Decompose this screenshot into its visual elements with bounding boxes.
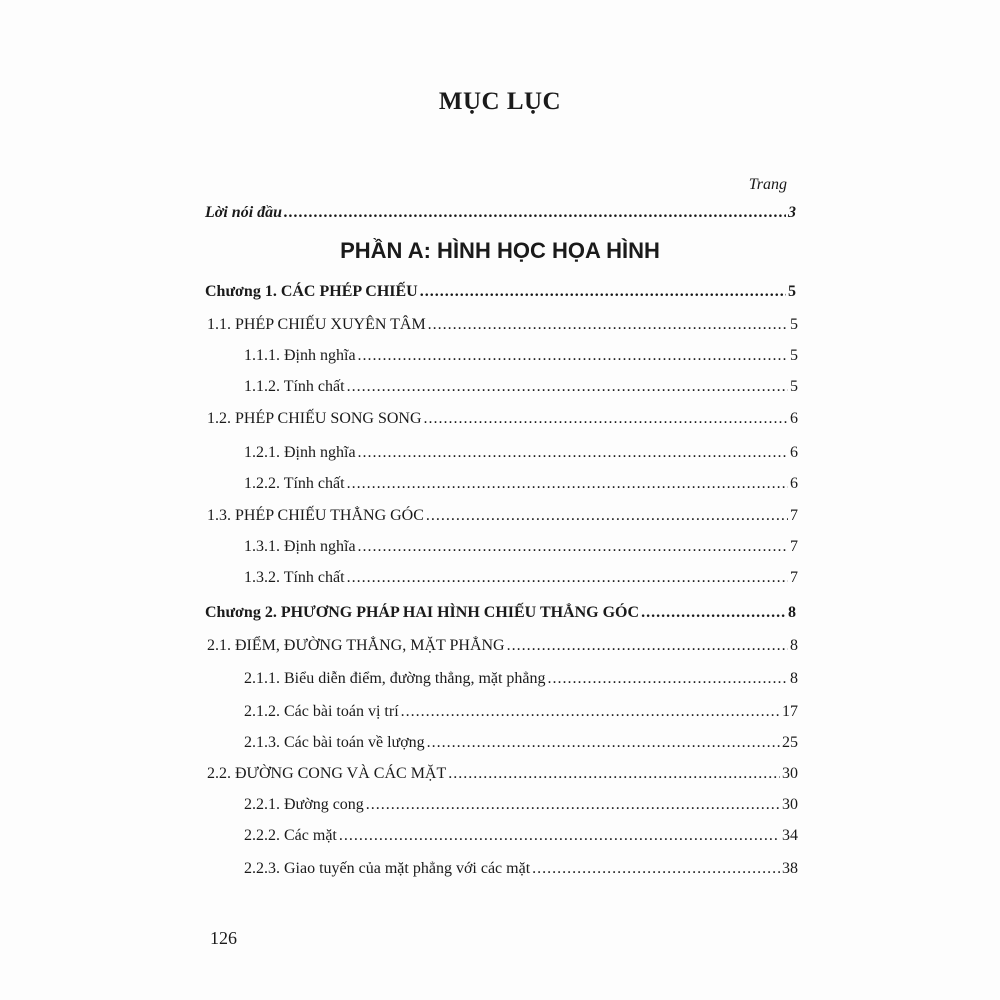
page-title: MỤC LỤC	[438, 88, 562, 115]
toc-label: 1.2.2. Tính chất	[244, 475, 345, 492]
toc-leader	[366, 796, 780, 814]
toc-page-number: 38	[782, 860, 798, 877]
toc-label: 1.3.2. Tính chất	[244, 569, 345, 586]
toc-label: 2.1.3. Các bài toán về lượng	[244, 734, 425, 751]
toc-entry	[244, 378, 798, 396]
toc-entry	[244, 347, 798, 365]
toc-label: Lời nói đầu	[205, 204, 283, 221]
toc-leader	[339, 827, 780, 845]
toc-leader	[358, 538, 788, 556]
page-column-header: Trang	[748, 176, 787, 193]
toc-leader	[347, 569, 788, 587]
toc-entry	[244, 796, 798, 814]
toc-entry	[207, 507, 798, 525]
toc-label: Chương 1. CÁC PHÉP CHIẾU	[205, 283, 418, 300]
toc-leader	[347, 378, 788, 396]
toc-label: 2.2. ĐƯỜNG CONG VÀ CÁC MẶT	[207, 765, 447, 782]
toc-label: 2.1.2. Các bài toán vị trí	[244, 703, 399, 720]
toc-leader	[426, 507, 788, 525]
toc-leader	[347, 475, 788, 493]
part-title: PHẦN A: HÌNH HỌC HỌA HÌNH	[340, 238, 660, 263]
toc-label: 1.3.1. Định nghĩa	[244, 538, 356, 555]
toc-leader	[641, 604, 786, 622]
toc-label: 1.3. PHÉP CHIẾU THẲNG GÓC	[207, 507, 424, 524]
toc-page-number: 34	[782, 827, 798, 844]
toc-entry	[244, 860, 798, 878]
page-number: 126	[210, 928, 237, 948]
toc-leader	[358, 444, 788, 462]
toc-label: 2.2.3. Giao tuyến của mặt phẳng với các mặt	[244, 860, 531, 877]
toc-leader	[532, 860, 780, 878]
toc-entry	[207, 765, 798, 783]
toc-page-number: 25	[782, 734, 798, 751]
toc-entry	[244, 475, 798, 493]
toc-label: 2.1. ĐIỂM, ĐƯỜNG THẲNG, MẶT PHẲNG	[207, 637, 505, 654]
toc-leader	[428, 316, 788, 334]
toc-entry	[244, 569, 798, 587]
toc-label: 2.1.1. Biểu diễn điểm, đường thẳng, mặt phẳng	[244, 670, 546, 687]
toc-page-number: 5	[788, 283, 796, 300]
toc-page-number: 8	[788, 604, 796, 621]
toc-leader	[507, 637, 788, 655]
toc-entry	[244, 734, 798, 752]
toc-page-number: 7	[790, 538, 798, 555]
toc-leader	[424, 410, 788, 428]
toc-page-number: 30	[782, 765, 798, 782]
toc-label: Chương 2. PHƯƠNG PHÁP HAI HÌNH CHIẾU THẲNG GÓC	[205, 604, 640, 621]
toc-entry	[244, 444, 798, 462]
toc-leader	[420, 283, 786, 301]
toc-entry	[207, 316, 798, 334]
toc-entry	[205, 604, 796, 622]
toc-entry-preface	[205, 204, 796, 222]
toc-page-number: 17	[782, 703, 798, 720]
toc-label: 1.1.2. Tính chất	[244, 378, 345, 395]
toc-page-number: 5	[790, 378, 798, 395]
toc-entry	[207, 410, 798, 428]
toc-page-number: 8	[790, 637, 798, 654]
toc-label: 1.2. PHÉP CHIẾU SONG SONG	[207, 410, 422, 427]
toc-label: 1.1. PHÉP CHIẾU XUYÊN TÂM	[207, 316, 426, 333]
toc-page-number: 6	[790, 444, 798, 461]
toc-label: 1.1.1. Định nghĩa	[244, 347, 356, 364]
toc-label: 2.2.1. Đường cong	[244, 796, 364, 813]
toc-entry	[207, 637, 798, 655]
toc-page-number: 6	[790, 475, 798, 492]
toc-page-number: 5	[790, 347, 798, 364]
toc-page-number: 5	[790, 316, 798, 333]
toc-leader	[401, 703, 780, 721]
toc-page-number: 8	[790, 670, 798, 687]
toc-page-number: 3	[788, 204, 796, 221]
toc-page-number: 30	[782, 796, 798, 813]
toc-label: 2.2.2. Các mặt	[244, 827, 337, 844]
toc-page-number: 6	[790, 410, 798, 427]
toc-leader	[548, 670, 788, 688]
toc-label: 1.2.1. Định nghĩa	[244, 444, 356, 461]
toc-entry	[205, 283, 796, 301]
toc-entry	[244, 670, 798, 688]
toc-leader	[284, 204, 786, 222]
toc-entry	[244, 538, 798, 556]
toc-entry	[244, 703, 798, 721]
toc-leader	[448, 765, 780, 783]
toc-entry	[244, 827, 798, 845]
toc-page-number: 7	[790, 507, 798, 524]
toc-leader	[427, 734, 780, 752]
toc-page-number: 7	[790, 569, 798, 586]
toc-leader	[358, 347, 788, 365]
